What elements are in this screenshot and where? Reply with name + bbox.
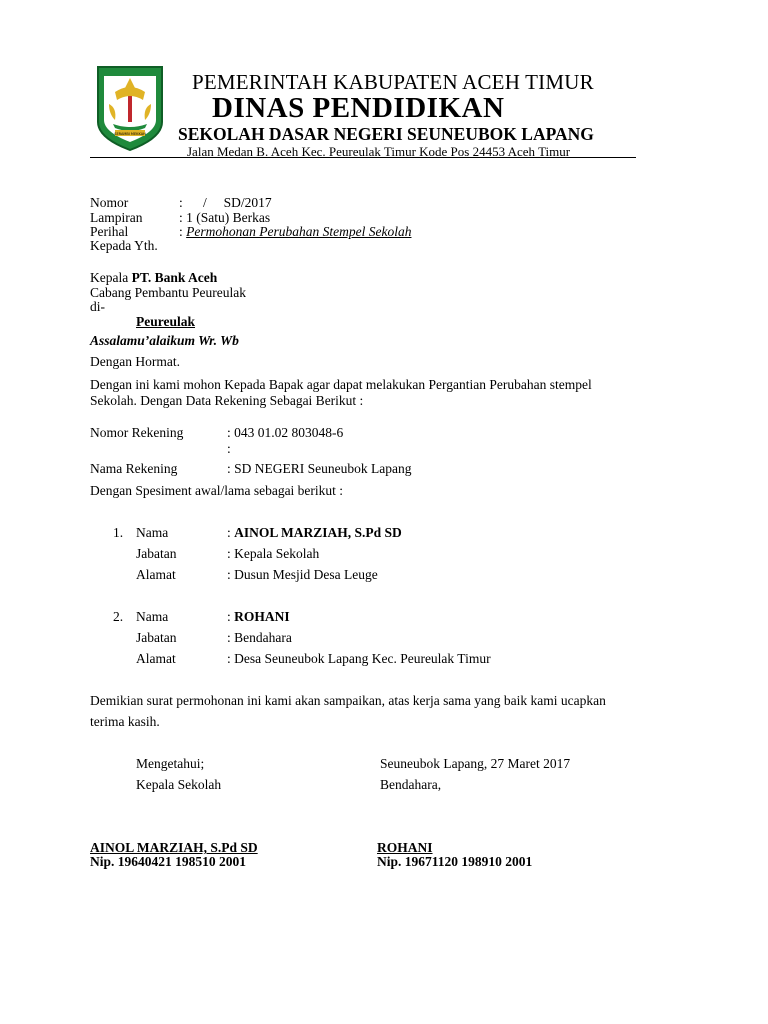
nomor-value: : / SD/2017: [179, 195, 272, 210]
header-school: SEKOLAH DASAR NEGERI SEUNEUBOK LAPANG: [178, 124, 594, 144]
account-number-extra: :: [227, 441, 231, 456]
signature-right-nip: Nip. 19671120 198910 2001: [377, 854, 533, 869]
paragraph-1-line-1: Dengan ini kami mohon Kepada Bapak agar dapat melakukan Pergantian Perubahan stempel: [90, 377, 592, 392]
signature-right-heading: Seuneubok Lapang, 27 Maret 2017: [380, 756, 571, 771]
account-number-value: : 043 01.02 803048-6: [227, 425, 344, 440]
recipient-line: Kepala PT. Bank Aceh: [90, 270, 218, 285]
signature-left-nip: Nip. 19640421 198510 2001: [90, 854, 247, 869]
person-2-address-label: Alamat: [136, 651, 176, 666]
header-divider: [90, 157, 636, 158]
person-1-position-value: : Kepala Sekolah: [227, 546, 320, 561]
perihal-label: Perihal: [90, 224, 129, 239]
person-2-number: 2.: [113, 609, 124, 624]
recipient-di: di-: [90, 299, 105, 314]
person-1-name-label: Nama: [136, 525, 169, 540]
recipient-place: Peureulak: [136, 314, 196, 329]
signature-right-role: Bendahara,: [380, 777, 442, 792]
specimen-intro: Dengan Spesiment awal/lama sebagai berikut :: [90, 483, 344, 498]
account-number-label: Nomor Rekening: [90, 425, 184, 440]
nomor-label: Nomor: [90, 195, 129, 210]
aceh-timur-emblem-icon: [95, 64, 165, 152]
person-1-number: 1.: [113, 525, 124, 540]
person-2-position-label: Jabatan: [136, 630, 177, 645]
person-2-address-value: : Desa Seuneubok Lapang Kec. Peureulak Timur: [227, 651, 491, 666]
person-2-name-label: Nama: [136, 609, 169, 624]
account-name-label: Nama Rekening: [90, 461, 178, 476]
svg-text:SERAMBI MEKKAH: SERAMBI MEKKAH: [114, 132, 146, 136]
lampiran-label: Lampiran: [90, 210, 143, 225]
person-2-name-value: : ROHANI: [227, 609, 290, 624]
signature-left-heading: Mengetahui;: [136, 756, 205, 771]
person-1-name-value: : AINOL MARZIAH, S.Pd SD: [227, 525, 402, 540]
perihal-value: : Permohonan Perubahan Stempel Sekolah: [179, 224, 412, 239]
paragraph-1-line-2: Sekolah. Dengan Data Rekening Sebagai Berikut :: [90, 393, 364, 408]
person-1-address-value: : Dusun Mesjid Desa Leuge: [227, 567, 378, 582]
person-2-position-value: : Bendahara: [227, 630, 292, 645]
recipient-branch: Cabang Pembantu Peureulak: [90, 285, 246, 300]
kepada-label: Kepada Yth.: [90, 238, 158, 253]
salam: Assalamu’alaikum Wr. Wb: [90, 333, 239, 348]
header-department: DINAS PENDIDIKAN: [212, 92, 505, 124]
regency-logo: [95, 64, 165, 152]
signature-left-role: Kepala Sekolah: [136, 777, 222, 792]
person-1-address-label: Alamat: [136, 567, 176, 582]
header-government: PEMERINTAH KABUPATEN ACEH TIMUR: [192, 70, 594, 94]
closing-line-2: terima kasih.: [90, 714, 160, 729]
closing-line-1: Demikian surat permohonan ini kami akan sampaikan, atas kerja sama yang baik kami ucapkan: [90, 693, 606, 708]
greeting: Dengan Hormat.: [90, 354, 180, 369]
lampiran-value: : 1 (Satu) Berkas: [179, 210, 271, 225]
header-address: Jalan Medan B. Aceh Kec. Peureulak Timur Kode Pos 24453 Aceh Timur: [187, 144, 571, 159]
account-name-value: : SD NEGERI Seuneubok Lapang: [227, 461, 412, 476]
signature-right-name: ROHANI: [377, 840, 433, 855]
signature-left-name: AINOL MARZIAH, S.Pd SD: [90, 840, 258, 855]
person-1-position-label: Jabatan: [136, 546, 177, 561]
